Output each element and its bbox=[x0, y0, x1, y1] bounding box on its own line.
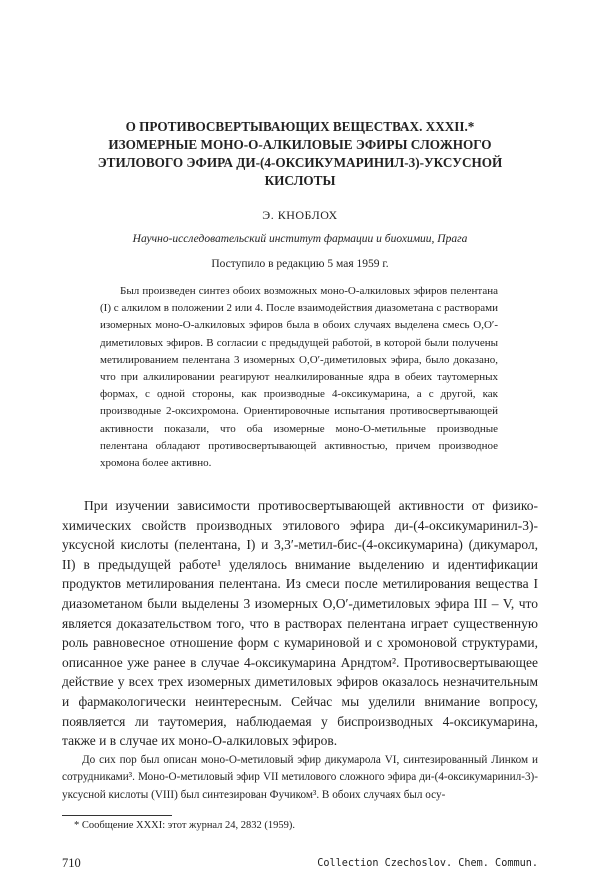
page-number: 710 bbox=[62, 856, 81, 870]
journal-name: Collection Czechoslov. Chem. Commun. bbox=[317, 858, 538, 869]
abstract: Был произведен синтез обоих возможных моно-О-алкиловых эфиров пелентана (I) с алкилом в положении 2 или 4. После взаимодействия диазометана с растворами изомерных моно-О-алкиловых эфиров была в обоих случаях выделена смесь O,O′-диметиловых эфиров. В согласии с предыдущей работой, в которой были получены метилированием пелентана 3 изомерных O,O′-диметиловых эфира, было доказано, что при алкилировании реагируют неалкилированные ядра в обеих таутомерных формах, с одной стороны, как производные 4-оксикумарина, а с другой, как производные 2-оксихромона. Ориентировочные испытания противосвертывающей активности показали, что оба изомерные моно-О-метильные производные пелентана обладают противосвертывающей активностью, причем производное хромона более активно. bbox=[100, 285, 498, 470]
received-date: Поступило в редакцию 5 мая 1959 г. bbox=[211, 258, 389, 270]
author: Э. КНОБЛОХ bbox=[262, 208, 338, 222]
title-line-1: О ПРОТИВОСВЕРТЫВАЮЩИХ ВЕЩЕСТВАХ. XXXII.* bbox=[125, 119, 475, 134]
footnote-rule bbox=[62, 815, 172, 816]
title-line-4: КИСЛОТЫ bbox=[264, 173, 336, 188]
footnote: * Сообщение XXXI: этот журнал 24, 2832 (1959). bbox=[74, 820, 296, 831]
affiliation: Научно-исследовательский институт фармации и биохимии, Прага bbox=[132, 233, 468, 245]
title-line-3: ЭТИЛОВОГО ЭФИРА ДИ-(4-ОКСИКУМАРИНИЛ-3)-УКСУСНОЙ bbox=[97, 155, 503, 170]
article-title bbox=[60, 118, 540, 190]
title-line-2: ИЗОМЕРНЫЕ МОНО-О-АЛКИЛОВЫЕ ЭФИРЫ СЛОЖНОГО bbox=[108, 137, 492, 152]
body-paragraph-1: При изучении зависимости противосвертывающей активности от физико-химических свойств производных этилового эфира ди-(4-оксикумаринил-3)-уксусной кислоты (пелентана, I) и 3,3′-метил-бис-(4-оксикумарина) (дикумарол, II) в предыдущей работе¹ уделялось внимание выделению и идентификации продуктов метилирования пелентана. Из смеси после метилирования вещества I диазометаном были выделены 3 изомерных O,O′-диметиловых эфира III – V, что является доказательством того, что в растворах пелентана играет существенную роль равновесное отношение форм с кумариновой и с хромоновой структурами, описанное уже ранее в случае 4-оксикумарина Арндтом². Противосвертывающее действие у всех трех изомерных диметиловых эфиров оказалось незначительным и фармакологически неинтересным. Сейчас мы уделили внимание вопросу, появляется ли таутомерия, наблюдаемая у биспроизводных 4-оксикумарина, также и в случае их моно-О-алкиловых эфиров. bbox=[62, 498, 538, 749]
body-paragraph-2: До сих пор был описан моно-О-метиловый эфир дикумарола VI, синтезированный Линком и сотрудниками³. Моно-О-метиловый эфир VII метилового сложного эфира ди-(4-оксикумаринил-3)-уксусной кислоты (VIII) был синтезирован Фучиком³. В обоих случаях был осу- bbox=[62, 754, 538, 801]
